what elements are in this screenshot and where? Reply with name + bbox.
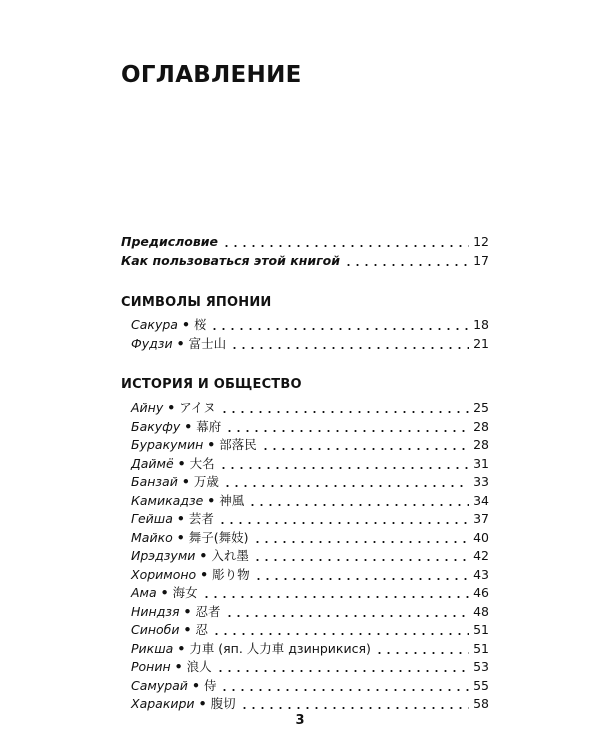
toc-page-number: 53 — [473, 659, 489, 674]
bullet-separator: • — [181, 474, 190, 489]
toc-entry[interactable] — [131, 492, 489, 511]
toc-entry[interactable] — [131, 529, 489, 548]
toc-entry-preface[interactable] — [121, 233, 489, 252]
toc-japanese: 桜 — [193, 317, 207, 332]
toc-japanese: 侍 — [203, 677, 217, 693]
bullet-separator: • — [176, 529, 185, 545]
bullet-separator: • — [176, 511, 185, 526]
toc-japanese: 舞子(舞妓) — [188, 529, 249, 545]
bullet-separator: • — [167, 400, 176, 415]
toc-entry[interactable] — [131, 436, 489, 455]
toc-term: Рикша — [131, 640, 174, 656]
dot-leader — [240, 699, 470, 709]
bullet-separator: • — [191, 677, 200, 693]
toc-page-number: 55 — [473, 677, 489, 693]
toc-term: Ама — [131, 585, 157, 600]
toc-page-number: 58 — [473, 696, 489, 711]
toc-entry[interactable] — [131, 418, 489, 437]
bullet-separator: • — [207, 437, 216, 452]
toc-page-number: 31 — [473, 455, 489, 471]
toc-page-number: 42 — [473, 548, 489, 563]
toc-page-number: 48 — [473, 603, 489, 619]
toc-entry[interactable] — [131, 677, 489, 696]
toc-term: Даймё — [131, 455, 174, 471]
bullet-separator: • — [160, 585, 169, 600]
dot-leader — [253, 551, 469, 561]
bullet-separator: • — [184, 418, 193, 434]
dot-leader — [344, 256, 469, 266]
toc-japanese: 腹切 — [210, 696, 236, 711]
dot-leader — [225, 422, 469, 432]
dot-leader — [248, 496, 469, 506]
toc-page-number: 12 — [473, 234, 489, 249]
toc-term: Буракумин — [131, 437, 204, 452]
toc-japanese: 彫り物 — [212, 566, 250, 582]
toc-page-number: 33 — [473, 474, 489, 489]
toc-entry[interactable] — [131, 695, 489, 714]
dot-leader — [216, 662, 469, 672]
toc-japanese: 海女 — [172, 585, 198, 600]
dot-leader — [375, 644, 469, 654]
toc-page-number: 51 — [473, 622, 489, 637]
toc-page-number: 43 — [473, 566, 489, 582]
dot-leader — [218, 514, 469, 524]
toc-page-number: 18 — [473, 317, 489, 332]
dot-leader — [220, 403, 469, 413]
toc-entry[interactable] — [131, 566, 489, 585]
section-heading-symbols: СИМВОЛЫ ЯПОНИИ — [121, 295, 272, 310]
bullet-separator: • — [198, 696, 207, 711]
toc-term: Сакура — [131, 317, 178, 332]
toc-japanese: 芸者 — [188, 511, 214, 526]
toc-japanese: 万歳 — [193, 474, 219, 489]
toc-entry-how-to-use[interactable] — [121, 252, 489, 271]
toc-term: Харакири — [131, 696, 195, 711]
toc-japanese: 浪人 — [186, 659, 212, 674]
bullet-separator: • — [177, 640, 186, 656]
toc-term: Гейша — [131, 511, 173, 526]
toc-japanese: アイヌ — [179, 400, 216, 415]
toc-term: Хоримоно — [131, 566, 197, 582]
toc-term: Самурай — [131, 677, 188, 693]
section-list-symbols — [131, 316, 489, 353]
bullet-separator: • — [200, 566, 209, 582]
section-heading-history: ИСТОРИЯ И ОБЩЕСТВО — [121, 377, 302, 392]
toc-term: Фудзи — [131, 335, 173, 351]
toc-term: Банзай — [131, 474, 178, 489]
toc-page-number: 46 — [473, 585, 489, 600]
toc-page-number: 40 — [473, 529, 489, 545]
bullet-separator: • — [183, 603, 192, 619]
dot-leader — [230, 339, 469, 349]
dot-leader — [210, 320, 469, 330]
toc-page-number: 28 — [473, 418, 489, 434]
bullet-separator: • — [176, 335, 185, 351]
dot-leader — [220, 681, 469, 691]
dot-leader — [219, 459, 469, 469]
toc-entry[interactable] — [131, 455, 489, 474]
page-title: ОГЛАВЛЕНИЕ — [121, 62, 302, 88]
toc-page-number: 25 — [473, 400, 489, 415]
toc-entry[interactable] — [131, 473, 489, 492]
bullet-separator: • — [183, 622, 192, 637]
toc-page-number: 28 — [473, 437, 489, 452]
bullet-separator: • — [181, 317, 190, 332]
toc-entry[interactable] — [131, 603, 489, 622]
toc-entry[interactable] — [131, 399, 489, 418]
toc-japanese: 富士山 — [188, 335, 227, 351]
dot-leader — [261, 440, 469, 450]
section-list-history — [131, 399, 489, 714]
bullet-separator: • — [207, 492, 216, 508]
dot-leader — [223, 477, 469, 487]
toc-entry[interactable] — [131, 316, 489, 335]
dot-leader — [202, 588, 469, 598]
front-matter-list — [121, 233, 489, 270]
toc-term: Камикадзе — [131, 492, 204, 508]
bullet-separator: • — [174, 659, 183, 674]
toc-japanese: 神風 — [219, 492, 245, 508]
toc-japanese: 幕府 — [196, 418, 222, 434]
toc-term: Ронин — [131, 659, 171, 674]
dot-leader — [222, 237, 469, 247]
dot-leader — [212, 625, 469, 635]
dot-leader — [225, 607, 470, 617]
toc-japanese: 大名 — [189, 455, 215, 471]
bullet-separator: • — [199, 548, 208, 563]
toc-term: Ирэдзуми — [131, 548, 196, 563]
page-number: 3 — [295, 713, 305, 728]
toc-japanese: 力車 (яп. 人力車 дзинрикися) — [189, 640, 371, 656]
toc-japanese: 入れ墨 — [211, 548, 249, 563]
toc-entry[interactable] — [131, 510, 489, 529]
toc-entry[interactable] — [131, 584, 489, 603]
toc-term: Айну — [131, 400, 164, 415]
toc-term: Синоби — [131, 622, 180, 637]
toc-entry[interactable] — [131, 658, 489, 677]
toc-entry-label: Как пользоваться этой книгой — [121, 252, 341, 268]
toc-term: Бакуфу — [131, 418, 181, 434]
dot-leader — [254, 570, 469, 580]
toc-japanese: 忍者 — [195, 603, 221, 619]
toc-term: Ниндзя — [131, 603, 180, 619]
toc-page-number: 37 — [473, 511, 489, 526]
toc-japanese: 部落民 — [219, 437, 257, 452]
toc-page-number: 17 — [473, 252, 489, 268]
toc-entry[interactable] — [131, 621, 489, 640]
toc-entry[interactable] — [131, 547, 489, 566]
toc-entry-label: Предисловие — [121, 234, 219, 249]
toc-page-number: 34 — [473, 492, 489, 508]
dot-leader — [253, 533, 470, 543]
toc-entry[interactable] — [131, 335, 489, 354]
toc-page-number: 51 — [473, 640, 489, 656]
toc-japanese: 忍 — [195, 622, 209, 637]
toc-page-number: 21 — [473, 335, 489, 351]
toc-term: Майко — [131, 529, 173, 545]
bullet-separator: • — [177, 455, 186, 471]
toc-entry[interactable] — [131, 640, 489, 659]
